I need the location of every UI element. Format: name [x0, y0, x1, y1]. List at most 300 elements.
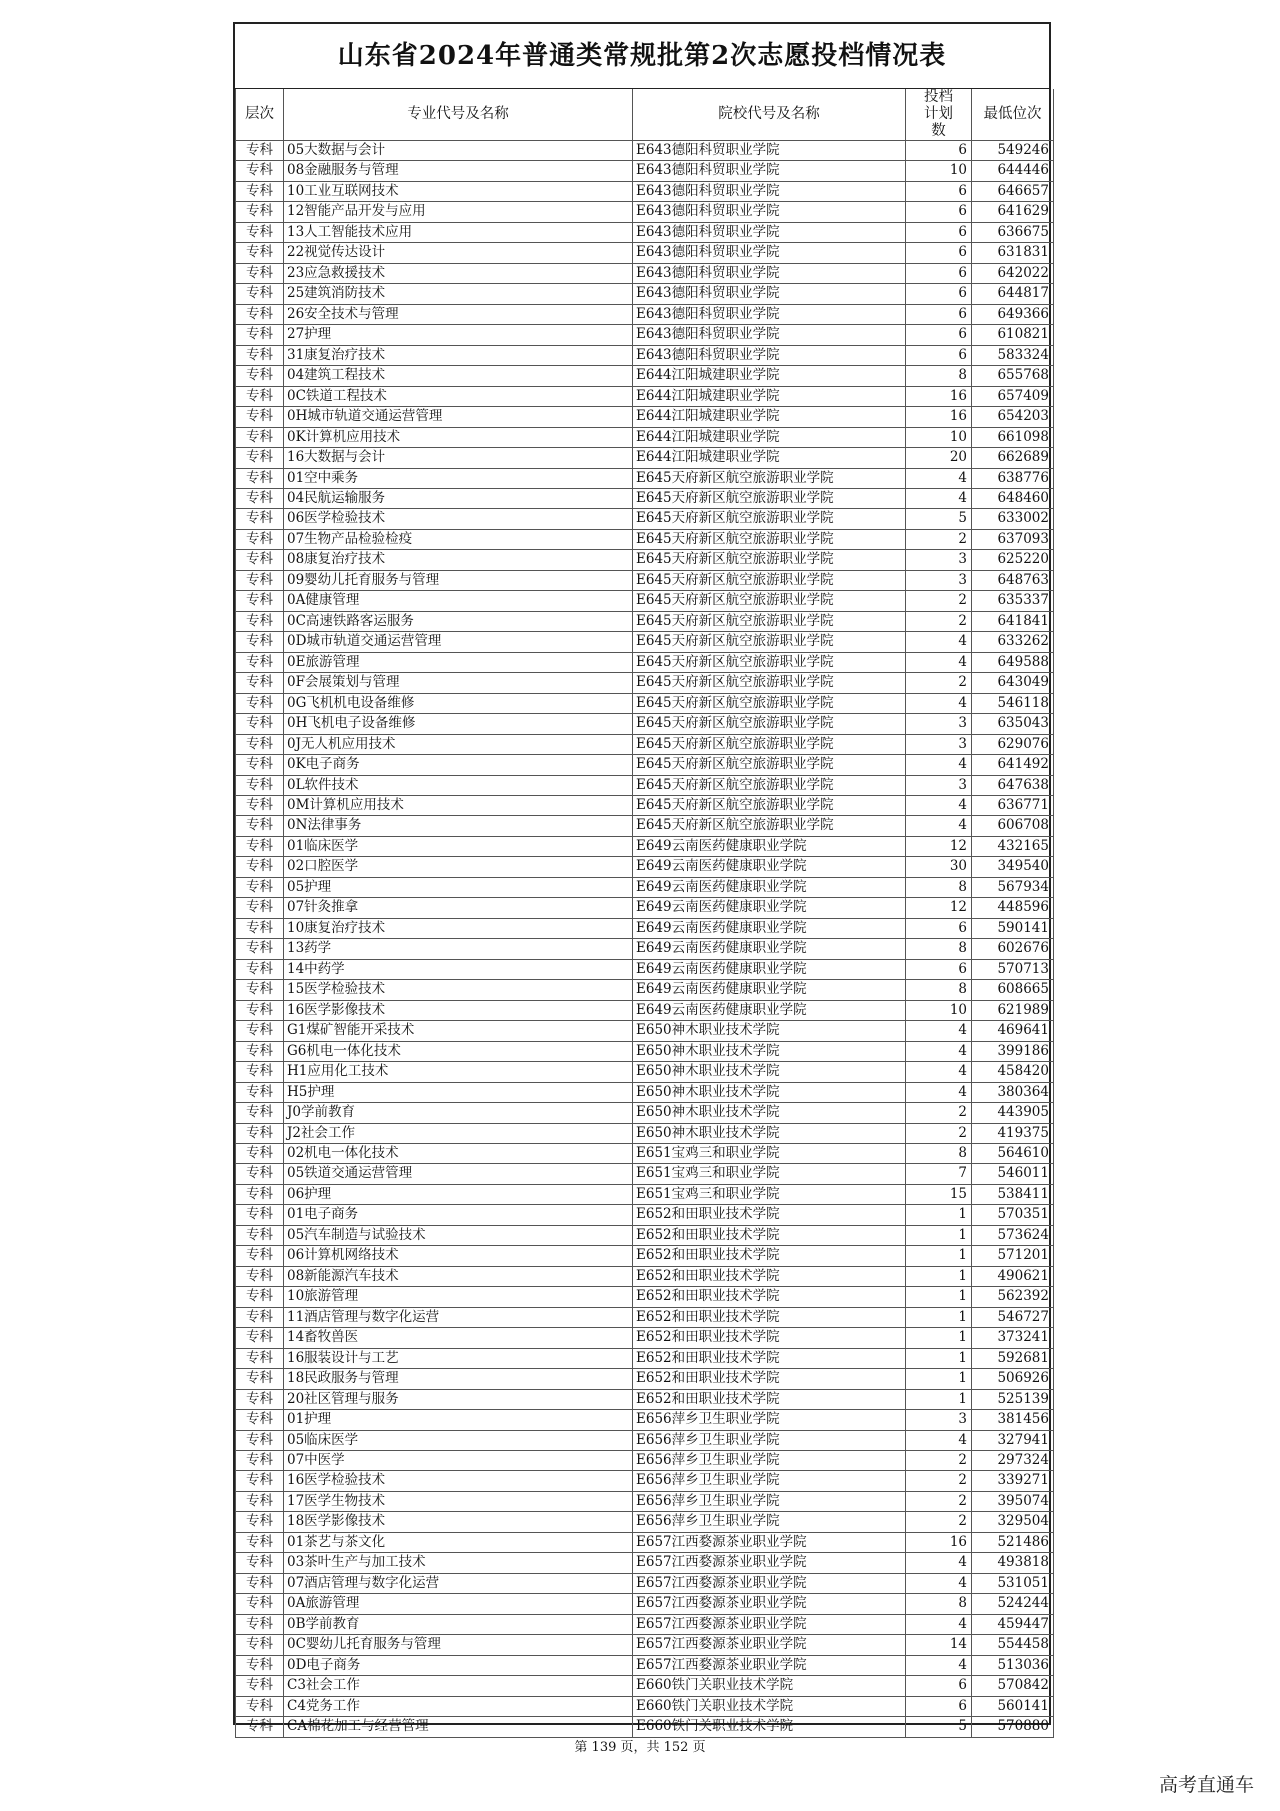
cell-major: 26安全技术与管理 — [284, 304, 633, 324]
cell-level: 专科 — [236, 1594, 284, 1614]
cell-level: 专科 — [236, 243, 284, 263]
cell-min-rank: 649588 — [972, 652, 1054, 672]
table-row — [236, 1348, 1054, 1368]
cell-school: E652和田职业技术学院 — [633, 1369, 906, 1389]
cell-plan-count: 1 — [906, 1266, 972, 1286]
cell-major: 0H飞机电子设备维修 — [284, 714, 633, 734]
cell-plan-count: 3 — [906, 714, 972, 734]
cell-min-rank: 636675 — [972, 222, 1054, 242]
table-row — [236, 1205, 1054, 1225]
cell-major: 0A旅游管理 — [284, 1594, 633, 1614]
cell-plan-count: 2 — [906, 1471, 972, 1491]
cell-min-rank: 633002 — [972, 509, 1054, 529]
cell-min-rank: 641629 — [972, 202, 1054, 222]
cell-min-rank: 644817 — [972, 284, 1054, 304]
cell-school: E644江阳城建职业学院 — [633, 407, 906, 427]
table-body — [236, 141, 1054, 1738]
cell-plan-count: 8 — [906, 877, 972, 897]
cell-level: 专科 — [236, 1369, 284, 1389]
cell-level: 专科 — [236, 550, 284, 570]
cell-min-rank: 644446 — [972, 161, 1054, 181]
cell-plan-count: 2 — [906, 673, 972, 693]
table-row — [236, 1328, 1054, 1348]
cell-min-rank: 380364 — [972, 1082, 1054, 1102]
cell-major: J0学前教育 — [284, 1103, 633, 1123]
cell-min-rank: 621989 — [972, 1000, 1054, 1020]
table-row — [236, 386, 1054, 406]
page-title: 山东省2024年普通类常规批第2次志愿投档情况表 — [235, 24, 1049, 89]
cell-level: 专科 — [236, 1041, 284, 1061]
cell-plan-count: 2 — [906, 529, 972, 549]
cell-school: E657江西婺源茶业职业学院 — [633, 1532, 906, 1552]
cell-level: 专科 — [236, 1635, 284, 1655]
table-row — [236, 918, 1054, 938]
cell-school: E650神木职业技术学院 — [633, 1041, 906, 1061]
cell-major: 07中医学 — [284, 1451, 633, 1471]
cell-level: 专科 — [236, 1143, 284, 1163]
cell-school: E645天府新区航空旅游职业学院 — [633, 652, 906, 672]
cell-major: 0N法律事务 — [284, 816, 633, 836]
cell-plan-count: 7 — [906, 1164, 972, 1184]
cell-school: E649云南医药健康职业学院 — [633, 1000, 906, 1020]
cell-school: E643德阳科贸职业学院 — [633, 202, 906, 222]
cell-min-rank: 564610 — [972, 1143, 1054, 1163]
cell-plan-count: 4 — [906, 816, 972, 836]
cell-school: E652和田职业技术学院 — [633, 1348, 906, 1368]
cell-school: E644江阳城建职业学院 — [633, 366, 906, 386]
cell-major: 07生物产品检验检疫 — [284, 529, 633, 549]
header-level: 层次 — [236, 89, 284, 141]
table-row — [236, 1655, 1054, 1675]
cell-school: E643德阳科贸职业学院 — [633, 325, 906, 345]
cell-school: E652和田职业技术学院 — [633, 1389, 906, 1409]
cell-plan-count: 2 — [906, 1123, 972, 1143]
cell-level: 专科 — [236, 1348, 284, 1368]
cell-min-rank: 641492 — [972, 755, 1054, 775]
table-row — [236, 959, 1054, 979]
cell-plan-count: 6 — [906, 263, 972, 283]
table-row — [236, 1717, 1054, 1737]
cell-school: E660铁门关职业技术学院 — [633, 1696, 906, 1716]
cell-school: E657江西婺源茶业职业学院 — [633, 1573, 906, 1593]
cell-plan-count: 3 — [906, 775, 972, 795]
cell-plan-count: 1 — [906, 1287, 972, 1307]
cell-level: 专科 — [236, 918, 284, 938]
table-row — [236, 141, 1054, 161]
cell-major: 05临床医学 — [284, 1430, 633, 1450]
cell-major: 12智能产品开发与应用 — [284, 202, 633, 222]
cell-major: G1煤矿智能开采技术 — [284, 1021, 633, 1041]
cell-major: 18民政服务与管理 — [284, 1369, 633, 1389]
cell-school: E650神木职业技术学院 — [633, 1082, 906, 1102]
cell-major: 0F会展策划与管理 — [284, 673, 633, 693]
cell-min-rank: 648460 — [972, 488, 1054, 508]
cell-plan-count: 6 — [906, 1676, 972, 1696]
cell-major: 04建筑工程技术 — [284, 366, 633, 386]
cell-plan-count: 30 — [906, 857, 972, 877]
cell-school: E645天府新区航空旅游职业学院 — [633, 488, 906, 508]
cell-level: 专科 — [236, 836, 284, 856]
cell-min-rank: 571201 — [972, 1246, 1054, 1266]
cell-major: 07酒店管理与数字化运营 — [284, 1573, 633, 1593]
table-row — [236, 284, 1054, 304]
cell-plan-count: 1 — [906, 1369, 972, 1389]
cell-level: 专科 — [236, 570, 284, 590]
cell-plan-count: 1 — [906, 1389, 972, 1409]
cell-major: 25建筑消防技术 — [284, 284, 633, 304]
cell-school: E650神木职业技术学院 — [633, 1123, 906, 1143]
cell-level: 专科 — [236, 1676, 284, 1696]
cell-school: E649云南医药健康职业学院 — [633, 898, 906, 918]
table-row — [236, 1471, 1054, 1491]
cell-min-rank: 638776 — [972, 468, 1054, 488]
table-row — [236, 468, 1054, 488]
cell-major: 17医学生物技术 — [284, 1491, 633, 1511]
table-row — [236, 304, 1054, 324]
cell-min-rank: 649366 — [972, 304, 1054, 324]
cell-school: E649云南医药健康职业学院 — [633, 857, 906, 877]
table-row — [236, 1410, 1054, 1430]
cell-major: H5护理 — [284, 1082, 633, 1102]
cell-school: E643德阳科贸职业学院 — [633, 243, 906, 263]
cell-level: 专科 — [236, 1471, 284, 1491]
table-row — [236, 263, 1054, 283]
cell-plan-count: 3 — [906, 550, 972, 570]
table-row — [236, 1553, 1054, 1573]
cell-school: E656萍乡卫生职业学院 — [633, 1491, 906, 1511]
cell-level: 专科 — [236, 1021, 284, 1041]
cell-plan-count: 4 — [906, 488, 972, 508]
cell-min-rank: 570351 — [972, 1205, 1054, 1225]
cell-school: E645天府新区航空旅游职业学院 — [633, 611, 906, 631]
cell-school: E652和田职业技术学院 — [633, 1328, 906, 1348]
cell-min-rank: 631831 — [972, 243, 1054, 263]
cell-level: 专科 — [236, 1164, 284, 1184]
cell-min-rank: 643049 — [972, 673, 1054, 693]
cell-major: 22视觉传达设计 — [284, 243, 633, 263]
cell-school: E645天府新区航空旅游职业学院 — [633, 550, 906, 570]
cell-school: E656萍乡卫生职业学院 — [633, 1451, 906, 1471]
cell-major: 0D城市轨道交通运营管理 — [284, 632, 633, 652]
cell-school: E645天府新区航空旅游职业学院 — [633, 755, 906, 775]
table-row — [236, 652, 1054, 672]
cell-plan-count: 3 — [906, 1410, 972, 1430]
table-row — [236, 939, 1054, 959]
cell-min-rank: 297324 — [972, 1451, 1054, 1471]
cell-school: E645天府新区航空旅游职业学院 — [633, 509, 906, 529]
table-row — [236, 1676, 1054, 1696]
cell-school: E651宝鸡三和职业学院 — [633, 1164, 906, 1184]
cell-level: 专科 — [236, 1655, 284, 1675]
cell-level: 专科 — [236, 468, 284, 488]
cell-level: 专科 — [236, 1491, 284, 1511]
cell-min-rank: 459447 — [972, 1614, 1054, 1634]
cell-plan-count: 10 — [906, 427, 972, 447]
cell-school: E649云南医药健康职业学院 — [633, 918, 906, 938]
cell-level: 专科 — [236, 775, 284, 795]
cell-level: 专科 — [236, 529, 284, 549]
cell-plan-count: 16 — [906, 407, 972, 427]
cell-min-rank: 399186 — [972, 1041, 1054, 1061]
cell-school: E660铁门关职业技术学院 — [633, 1717, 906, 1737]
cell-major: 02口腔医学 — [284, 857, 633, 877]
cell-min-rank: 373241 — [972, 1328, 1054, 1348]
table-row — [236, 1287, 1054, 1307]
cell-level: 专科 — [236, 1123, 284, 1143]
cell-plan-count: 4 — [906, 1614, 972, 1634]
table-row — [236, 714, 1054, 734]
cell-school: E656萍乡卫生职业学院 — [633, 1410, 906, 1430]
table-header-row — [236, 89, 1054, 141]
cell-plan-count: 1 — [906, 1328, 972, 1348]
cell-major: 10康复治疗技术 — [284, 918, 633, 938]
cell-plan-count: 4 — [906, 1021, 972, 1041]
admission-table-sheet — [233, 22, 1051, 1735]
table-row — [236, 775, 1054, 795]
cell-level: 专科 — [236, 1287, 284, 1307]
cell-major: 18医学影像技术 — [284, 1512, 633, 1532]
cell-plan-count: 6 — [906, 959, 972, 979]
cell-plan-count: 8 — [906, 1143, 972, 1163]
cell-min-rank: 538411 — [972, 1184, 1054, 1204]
cell-major: 0A健康管理 — [284, 591, 633, 611]
cell-major: 03茶叶生产与加工技术 — [284, 1553, 633, 1573]
table-row — [236, 366, 1054, 386]
cell-min-rank: 562392 — [972, 1287, 1054, 1307]
cell-major: C4党务工作 — [284, 1696, 633, 1716]
cell-min-rank: 567934 — [972, 877, 1054, 897]
table-row — [236, 898, 1054, 918]
table-row — [236, 1451, 1054, 1471]
cell-school: E644江阳城建职业学院 — [633, 386, 906, 406]
cell-min-rank: 490621 — [972, 1266, 1054, 1286]
cell-min-rank: 513036 — [972, 1655, 1054, 1675]
cell-major: 0C婴幼儿托育服务与管理 — [284, 1635, 633, 1655]
cell-level: 专科 — [236, 202, 284, 222]
cell-min-rank: 646657 — [972, 181, 1054, 201]
cell-min-rank: 647638 — [972, 775, 1054, 795]
cell-level: 专科 — [236, 816, 284, 836]
cell-school: E649云南医药健康职业学院 — [633, 939, 906, 959]
table-row — [236, 1143, 1054, 1163]
cell-min-rank: 493818 — [972, 1553, 1054, 1573]
cell-plan-count: 4 — [906, 652, 972, 672]
table-row — [236, 1389, 1054, 1409]
table-row — [236, 673, 1054, 693]
cell-plan-count: 4 — [906, 1430, 972, 1450]
cell-level: 专科 — [236, 181, 284, 201]
header-school: 院校代号及名称 — [633, 89, 906, 141]
cell-school: E645天府新区航空旅游职业学院 — [633, 775, 906, 795]
cell-level: 专科 — [236, 1696, 284, 1716]
table-row — [236, 1635, 1054, 1655]
cell-level: 专科 — [236, 1553, 284, 1573]
cell-level: 专科 — [236, 1103, 284, 1123]
cell-level: 专科 — [236, 877, 284, 897]
table-row — [236, 1594, 1054, 1614]
cell-major: 0D电子商务 — [284, 1655, 633, 1675]
cell-school: E650神木职业技术学院 — [633, 1062, 906, 1082]
cell-school: E649云南医药健康职业学院 — [633, 959, 906, 979]
cell-school: E652和田职业技术学院 — [633, 1287, 906, 1307]
cell-level: 专科 — [236, 611, 284, 631]
cell-min-rank: 657409 — [972, 386, 1054, 406]
table-row — [236, 877, 1054, 897]
cell-major: 11酒店管理与数字化运营 — [284, 1307, 633, 1327]
cell-level: 专科 — [236, 1512, 284, 1532]
cell-major: J2社会工作 — [284, 1123, 633, 1143]
cell-school: E645天府新区航空旅游职业学院 — [633, 673, 906, 693]
table-row — [236, 345, 1054, 365]
table-row — [236, 488, 1054, 508]
cell-min-rank: 610821 — [972, 325, 1054, 345]
cell-school: E643德阳科贸职业学院 — [633, 161, 906, 181]
table-row — [236, 1266, 1054, 1286]
table-row — [236, 1512, 1054, 1532]
cell-level: 专科 — [236, 141, 284, 161]
cell-level: 专科 — [236, 1328, 284, 1348]
table-row — [236, 529, 1054, 549]
cell-level: 专科 — [236, 1430, 284, 1450]
cell-school: E643德阳科贸职业学院 — [633, 304, 906, 324]
cell-major: 05汽车制造与试验技术 — [284, 1225, 633, 1245]
cell-level: 专科 — [236, 1082, 284, 1102]
cell-plan-count: 4 — [906, 1655, 972, 1675]
cell-school: E650神木职业技术学院 — [633, 1103, 906, 1123]
cell-min-rank: 661098 — [972, 427, 1054, 447]
cell-plan-count: 2 — [906, 591, 972, 611]
table-row — [236, 1369, 1054, 1389]
cell-school: E645天府新区航空旅游职业学院 — [633, 796, 906, 816]
cell-plan-count: 14 — [906, 1635, 972, 1655]
cell-min-rank: 654203 — [972, 407, 1054, 427]
cell-major: 10工业互联网技术 — [284, 181, 633, 201]
cell-major: 0B学前教育 — [284, 1614, 633, 1634]
cell-min-rank: 570713 — [972, 959, 1054, 979]
table-row — [236, 693, 1054, 713]
cell-plan-count: 6 — [906, 918, 972, 938]
cell-major: 0M计算机应用技术 — [284, 796, 633, 816]
cell-level: 专科 — [236, 1532, 284, 1552]
cell-major: 09婴幼儿托育服务与管理 — [284, 570, 633, 590]
cell-min-rank: 546011 — [972, 1164, 1054, 1184]
table-row — [236, 591, 1054, 611]
cell-level: 专科 — [236, 1062, 284, 1082]
cell-major: 06计算机网络技术 — [284, 1246, 633, 1266]
cell-major: 14中药学 — [284, 959, 633, 979]
cell-school: E656萍乡卫生职业学院 — [633, 1471, 906, 1491]
cell-min-rank: 349540 — [972, 857, 1054, 877]
cell-plan-count: 6 — [906, 141, 972, 161]
cell-level: 专科 — [236, 325, 284, 345]
cell-level: 专科 — [236, 734, 284, 754]
cell-plan-count: 16 — [906, 386, 972, 406]
cell-school: E652和田职业技术学院 — [633, 1246, 906, 1266]
cell-level: 专科 — [236, 1410, 284, 1430]
cell-level: 专科 — [236, 1246, 284, 1266]
cell-level: 专科 — [236, 959, 284, 979]
table-row — [236, 325, 1054, 345]
cell-plan-count: 6 — [906, 304, 972, 324]
cell-school: E656萍乡卫生职业学院 — [633, 1430, 906, 1450]
table-row — [236, 1307, 1054, 1327]
cell-school: E645天府新区航空旅游职业学院 — [633, 632, 906, 652]
cell-school: E643德阳科贸职业学院 — [633, 284, 906, 304]
cell-school: E657江西婺源茶业职业学院 — [633, 1553, 906, 1573]
cell-min-rank: 655768 — [972, 366, 1054, 386]
cell-school: E645天府新区航空旅游职业学院 — [633, 591, 906, 611]
cell-level: 专科 — [236, 284, 284, 304]
cell-min-rank: 549246 — [972, 141, 1054, 161]
cell-level: 专科 — [236, 796, 284, 816]
cell-major: 06医学检验技术 — [284, 509, 633, 529]
cell-min-rank: 592681 — [972, 1348, 1054, 1368]
cell-min-rank: 546727 — [972, 1307, 1054, 1327]
cell-min-rank: 521486 — [972, 1532, 1054, 1552]
cell-plan-count: 5 — [906, 1717, 972, 1737]
table-row — [236, 181, 1054, 201]
cell-plan-count: 1 — [906, 1246, 972, 1266]
cell-plan-count: 8 — [906, 980, 972, 1000]
cell-level: 专科 — [236, 898, 284, 918]
cell-school: E649云南医药健康职业学院 — [633, 980, 906, 1000]
cell-level: 专科 — [236, 1225, 284, 1245]
cell-level: 专科 — [236, 1307, 284, 1327]
table-row — [236, 1573, 1054, 1593]
cell-plan-count: 4 — [906, 1062, 972, 1082]
cell-plan-count: 4 — [906, 755, 972, 775]
header-min-rank: 最低位次 — [972, 89, 1054, 141]
cell-min-rank: 642022 — [972, 263, 1054, 283]
cell-min-rank: 432165 — [972, 836, 1054, 856]
cell-major: 01茶艺与茶文化 — [284, 1532, 633, 1552]
cell-major: 0C铁道工程技术 — [284, 386, 633, 406]
cell-min-rank: 573624 — [972, 1225, 1054, 1245]
cell-plan-count: 15 — [906, 1184, 972, 1204]
cell-plan-count: 3 — [906, 570, 972, 590]
cell-level: 专科 — [236, 222, 284, 242]
cell-min-rank: 395074 — [972, 1491, 1054, 1511]
cell-level: 专科 — [236, 1389, 284, 1409]
cell-major: 0H城市轨道交通运营管理 — [284, 407, 633, 427]
cell-level: 专科 — [236, 857, 284, 877]
cell-school: E652和田职业技术学院 — [633, 1205, 906, 1225]
cell-major: 0J无人机应用技术 — [284, 734, 633, 754]
cell-plan-count: 4 — [906, 796, 972, 816]
table-row — [236, 1164, 1054, 1184]
cell-school: E643德阳科贸职业学院 — [633, 141, 906, 161]
cell-major: H1应用化工技术 — [284, 1062, 633, 1082]
table-row — [236, 1041, 1054, 1061]
cell-major: 10旅游管理 — [284, 1287, 633, 1307]
cell-school: E645天府新区航空旅游职业学院 — [633, 570, 906, 590]
cell-major: 15医学检验技术 — [284, 980, 633, 1000]
cell-school: E651宝鸡三和职业学院 — [633, 1143, 906, 1163]
cell-major: 27护理 — [284, 325, 633, 345]
cell-min-rank: 625220 — [972, 550, 1054, 570]
cell-major: 05大数据与会计 — [284, 141, 633, 161]
cell-min-rank: 327941 — [972, 1430, 1054, 1450]
watermark: 高考直通车 — [1158, 1774, 1254, 1796]
cell-school: E643德阳科贸职业学院 — [633, 345, 906, 365]
cell-min-rank: 608665 — [972, 980, 1054, 1000]
cell-plan-count: 6 — [906, 284, 972, 304]
cell-min-rank: 633262 — [972, 632, 1054, 652]
cell-level: 专科 — [236, 714, 284, 734]
cell-plan-count: 4 — [906, 1553, 972, 1573]
cell-level: 专科 — [236, 1266, 284, 1286]
cell-school: E657江西婺源茶业职业学院 — [633, 1655, 906, 1675]
